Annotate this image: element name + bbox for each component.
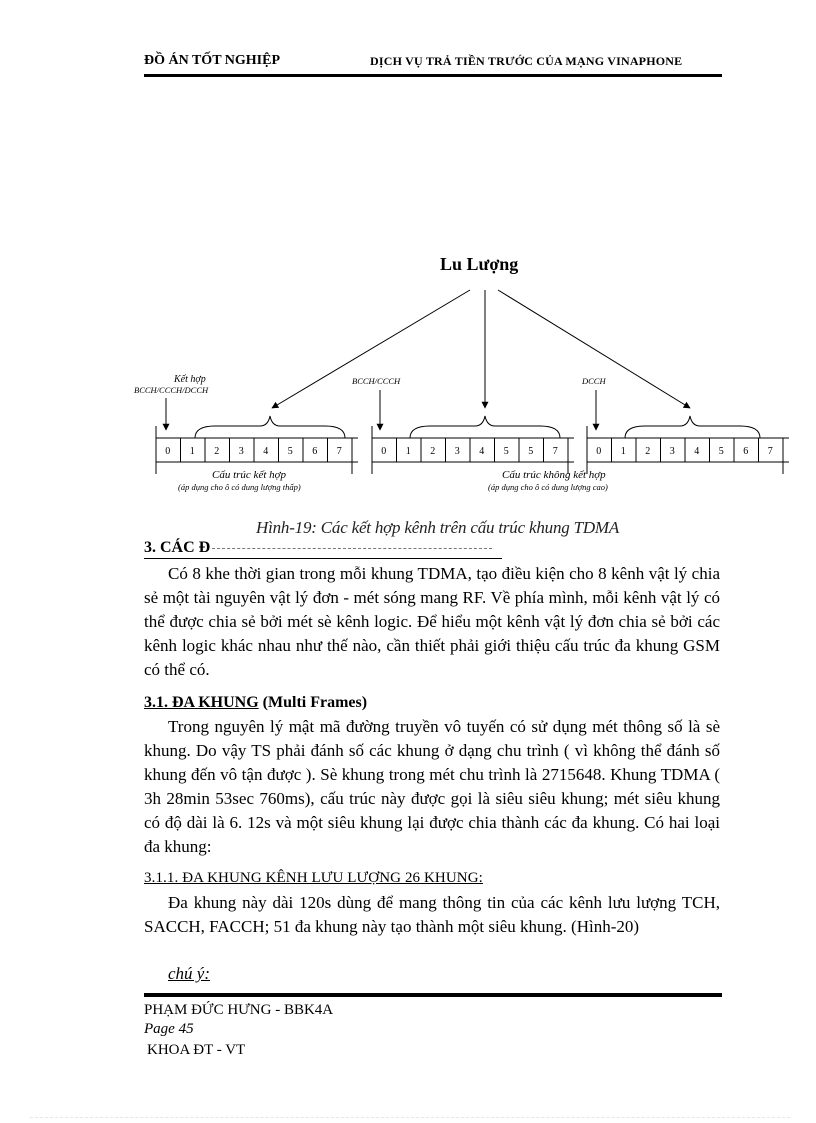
- frame-cell-label: 3: [454, 446, 460, 457]
- struct1-sub: (áp dụng cho ô có dung lượng thấp): [178, 482, 301, 492]
- struct2-sub: (áp dụng cho ô có dung lượng cao): [488, 482, 608, 492]
- frame-cell-label: 6: [312, 446, 318, 457]
- footer-rule: [144, 993, 722, 997]
- brace-3: [625, 416, 760, 438]
- section31-body: [144, 715, 720, 859]
- frame-cell-label: 7: [767, 446, 773, 457]
- frame-cell-label: 1: [405, 446, 411, 457]
- header-left: ĐỒ ÁN TỐT NGHIỆP: [144, 53, 281, 68]
- section3-underline: [144, 558, 502, 559]
- frame-cell-label: 2: [645, 446, 651, 457]
- section31-heading-rest: (Multi Frames): [258, 694, 368, 711]
- arrow-right: [498, 290, 690, 408]
- frame-cell-label: 2: [214, 446, 220, 457]
- frames-group: [156, 426, 789, 474]
- footer-page: Page 45: [144, 1021, 194, 1037]
- section3-paragraph: Có 8 khe thời gian trong mỗi khung TDMA, tạo điều kiện cho 8 kênh vật lý chia sẻ một tài nguyên vật lý đơn - mét sóng mang RF. Về phía mình, mỗi kênh vật lý có thể được chia sẻ bởi mét sè kênh logic. Để hiểu một kênh vật lý đơn chia sẻ bởi các kênh logic khác nhau như thế nào, cần thiết phải giới thiệu cấu trúc đa khung GSM có thể có.: [144, 564, 720, 679]
- header-right: DỊCH VỤ TRẢ TIỀN TRƯỚC CỦA MẠNG VINAPHONE: [370, 54, 683, 68]
- section3-heading: [144, 539, 492, 557]
- frame-cell-label: 0: [165, 446, 171, 457]
- section31-heading: [144, 694, 367, 712]
- header-rule: [144, 74, 722, 77]
- page-bottom-border: [30, 1117, 790, 1119]
- left-label-line2: BCCH/CCCH/DCCH: [134, 385, 209, 395]
- frame-cell-label: 3: [669, 446, 675, 457]
- brace-2: [410, 416, 560, 438]
- footer-dept: KHOA ĐT - VT: [147, 1042, 246, 1058]
- frame-cell-label: 1: [620, 446, 626, 457]
- frame-cell-label: 5: [528, 446, 534, 457]
- section3-heading-obscured: [212, 548, 492, 549]
- section311-paragraph: Đa khung này dài 120s dùng để mang thông tin của các kênh lưu lượng TCH, SACCH, FACCH; 51 đa khung này tạo thành một siêu khung. (Hình-20): [144, 893, 720, 936]
- footer-author: PHẠM ĐỨC HƯNG - BBK4A: [144, 1002, 334, 1018]
- frame-cell-label: 5: [287, 446, 293, 457]
- diagram-title: Lu Lượng: [440, 254, 519, 274]
- frame-cell-label: 4: [479, 446, 485, 457]
- left-label-line1: Kết hợp: [174, 374, 206, 385]
- frame-cell-label: 4: [694, 446, 700, 457]
- frame-cell-label: 5: [503, 446, 509, 457]
- frame-cell-label: 7: [552, 446, 558, 457]
- frame-cell-label: 2: [430, 446, 436, 457]
- section311-body: [144, 891, 720, 939]
- section31-heading-underlined: 3.1. ĐA KHUNG: [144, 694, 259, 711]
- note-label: chú ý:: [168, 964, 211, 983]
- section3-heading-text: 3. CÁC Đ: [144, 539, 211, 556]
- frame-cell-label: 3: [238, 446, 244, 457]
- struct1-label: Cấu trúc kết hợp: [212, 469, 286, 481]
- frame-cell-label: 6: [743, 446, 749, 457]
- mid-label: BCCH/CCCH: [352, 376, 401, 386]
- arrow-left: [272, 290, 470, 408]
- frame-cell-label: 4: [263, 446, 269, 457]
- section31-paragraph: Trong nguyên lý mật mã đường truyền vô tuyến có sử dụng mét thông số là sè khung. Do vậy TS phải đánh số các khung ở dạng chu trình ( vì không thể đánh số khung đến vô tận được ). Sè khung trong mét chu trình là 2715648. Khung TDMA ( 3h 28min 53sec 760ms), cấu trúc này được gọi là siêu siêu khung; mét siêu khung có độ dài là 6. 12s và một siêu khung lại được chia thành các đa khung. Có hai loại đa khung:: [144, 717, 720, 856]
- tdma-diagram: [120, 240, 800, 530]
- frame-cell-label: 0: [381, 446, 387, 457]
- frame-cell-label: 1: [189, 446, 195, 457]
- struct2-label: Cấu trúc không kết hợp: [502, 469, 606, 481]
- section3-body: [144, 562, 720, 682]
- figure-caption: Hình-19: Các kết hợp kênh trên cấu trúc khung TDMA: [256, 518, 620, 537]
- right-label: DCCH: [582, 376, 606, 386]
- section311-heading: 3.1.1. ĐA KHUNG KÊNH LƯU LƯỢNG 26 KHUNG:: [144, 870, 483, 886]
- frame-cell-label: 7: [336, 446, 342, 457]
- frame-cell-label: 5: [718, 446, 724, 457]
- frame-cell-label: 0: [596, 446, 602, 457]
- brace-1: [195, 416, 345, 438]
